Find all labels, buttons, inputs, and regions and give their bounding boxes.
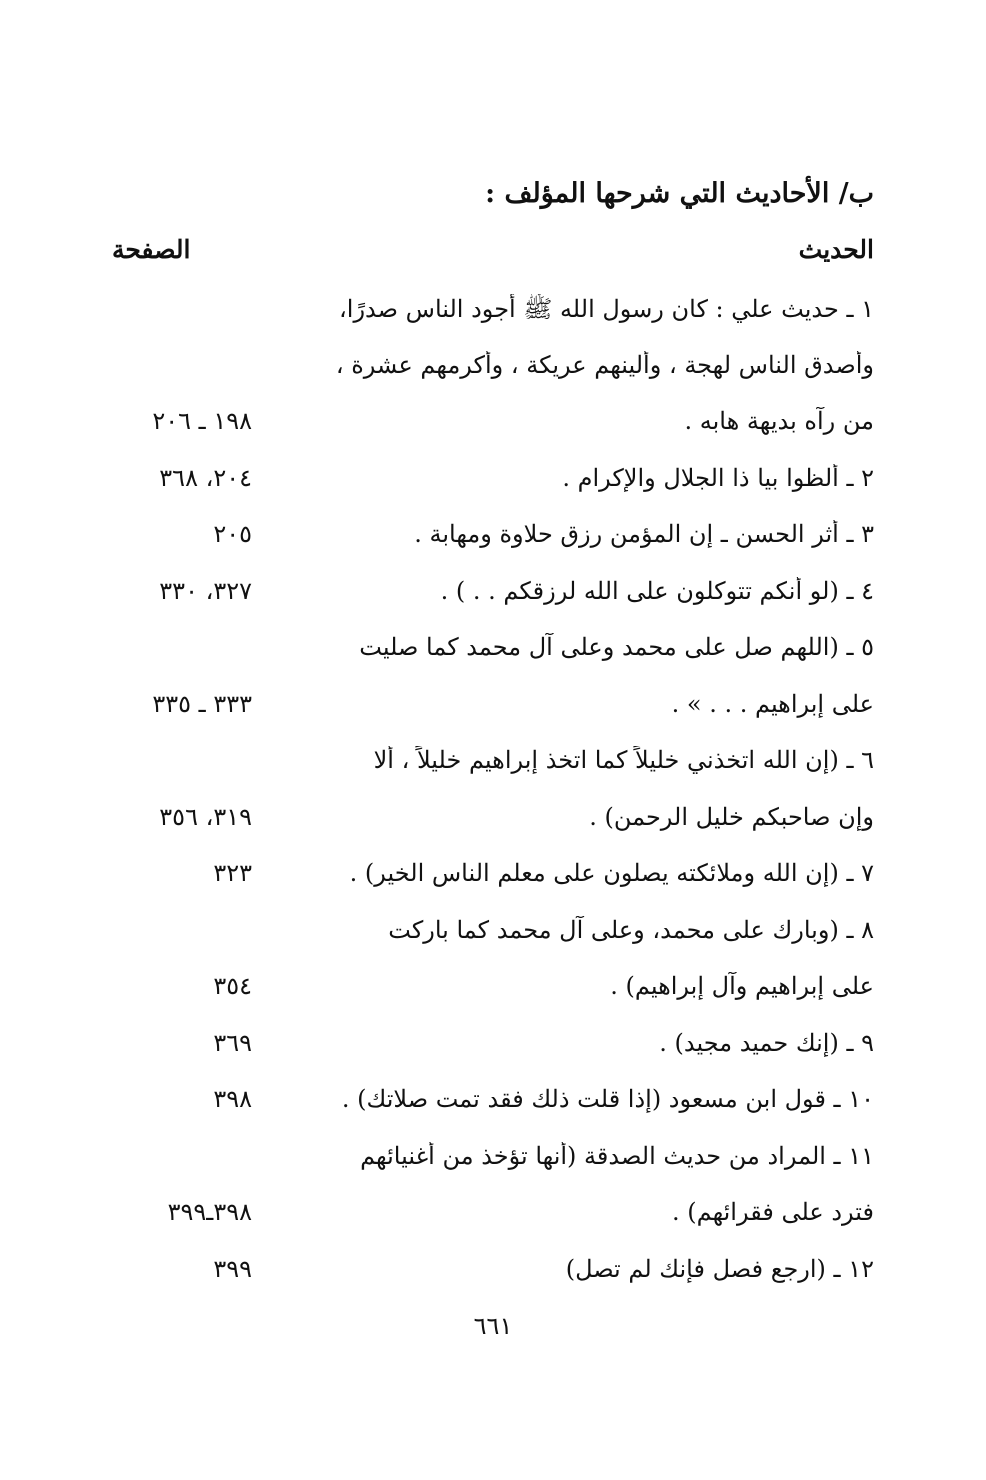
index-line bbox=[0, 682, 986, 739]
index-line bbox=[0, 1190, 986, 1247]
index-line bbox=[0, 569, 986, 626]
column-header-page: الصفحة bbox=[112, 235, 191, 264]
index-line bbox=[0, 795, 986, 852]
hadith-text: ٩ ـ (إنك حميد مجيد) . bbox=[659, 1028, 874, 1057]
hadith-text: ١١ ـ المراد من حديث الصدقة (أنها تؤخذ من أغنيائهم bbox=[360, 1141, 874, 1170]
hadith-text: على إبراهيم . . . » . bbox=[671, 689, 874, 718]
index-line bbox=[0, 512, 986, 569]
page-reference: ٣٩٨ـ٣٩٩ bbox=[167, 1198, 252, 1226]
index-line bbox=[0, 343, 986, 400]
index-line bbox=[0, 851, 986, 908]
column-header-hadith: الحديث bbox=[798, 235, 874, 264]
hadith-index-list bbox=[0, 286, 986, 1303]
index-line bbox=[0, 964, 986, 1021]
hadith-text: ٨ ـ (وبارك على محمد، وعلى آل محمد كما باركت bbox=[388, 915, 874, 944]
page-number: ٦٦١ bbox=[473, 1312, 513, 1340]
page-reference: ٣٢٣ bbox=[213, 859, 252, 887]
hadith-text: على إبراهيم وآل إبراهيم) . bbox=[610, 972, 874, 1000]
index-line bbox=[0, 738, 986, 795]
index-line bbox=[0, 1134, 986, 1191]
index-line bbox=[0, 286, 986, 343]
hadith-text: ٥ ـ (اللهم صل على محمد وعلى آل محمد كما صليت bbox=[359, 633, 874, 661]
page-reference: ٢٠٥ bbox=[213, 520, 252, 548]
page-reference: ٣٥٤ bbox=[213, 972, 252, 1000]
index-line bbox=[0, 1021, 986, 1078]
hadith-text: ٤ ـ (لو أنكم تتوكلون على الله لرزقكم . . ) . bbox=[440, 576, 874, 605]
page-reference: ٣٦٩ bbox=[213, 1028, 252, 1057]
hadith-text: وأصدق الناس لهجة ، وألينهم عريكة ، وأكرمهم عشرة ، bbox=[335, 350, 874, 379]
hadith-text: فترد على فقرائهم) . bbox=[671, 1198, 874, 1226]
page-reference: ٣١٩، ٣٥٦ bbox=[159, 802, 252, 831]
page-reference: ١٩٨ ـ ٢٠٦ bbox=[152, 407, 252, 435]
index-line bbox=[0, 1077, 986, 1134]
hadith-text: ٧ ـ (إن الله وملائكته يصلون على معلم الناس الخير) . bbox=[349, 859, 874, 887]
page-reference: ٣٩٩ bbox=[213, 1254, 252, 1283]
page-reference: ٣٢٧، ٣٣٠ bbox=[159, 576, 252, 605]
page-reference: ٢٠٤، ٣٦٨ bbox=[159, 463, 252, 492]
hadith-text: ١٢ ـ (ارجع فصل فإنك لم تصل) bbox=[565, 1254, 874, 1283]
index-line bbox=[0, 1247, 986, 1304]
hadith-text: ٢ ـ ألظوا بيا ذا الجلال والإكرام . bbox=[562, 463, 874, 492]
hadith-text: من رآه بديهة هابه . bbox=[684, 407, 874, 435]
hadith-text: ٣ ـ أثر الحسن ـ إن المؤمن رزق حلاوة ومهابة . bbox=[414, 520, 874, 548]
index-line bbox=[0, 908, 986, 965]
hadith-text: ١٠ ـ قول ابن مسعود (إذا قلت ذلك فقد تمت صلاتك) . bbox=[341, 1085, 874, 1113]
index-line bbox=[0, 456, 986, 513]
index-line bbox=[0, 625, 986, 682]
hadith-text: وإن صاحبكم خليل الرحمن) . bbox=[589, 802, 874, 831]
hadith-text: ٦ ـ (إن الله اتخذني خليلاً كما اتخذ إبراهيم خليلاً ، ألا bbox=[373, 746, 874, 774]
page-reference: ٣٩٨ bbox=[213, 1085, 252, 1113]
page-reference: ٣٣٣ ـ ٣٣٥ bbox=[152, 689, 252, 718]
section-title: ب/ الأحاديث التي شرحها المؤلف : bbox=[485, 178, 874, 209]
hadith-text: ١ ـ حديث علي : كان رسول الله ﷺ أجود الناس صدرًا، bbox=[339, 295, 874, 323]
index-line bbox=[0, 399, 986, 456]
